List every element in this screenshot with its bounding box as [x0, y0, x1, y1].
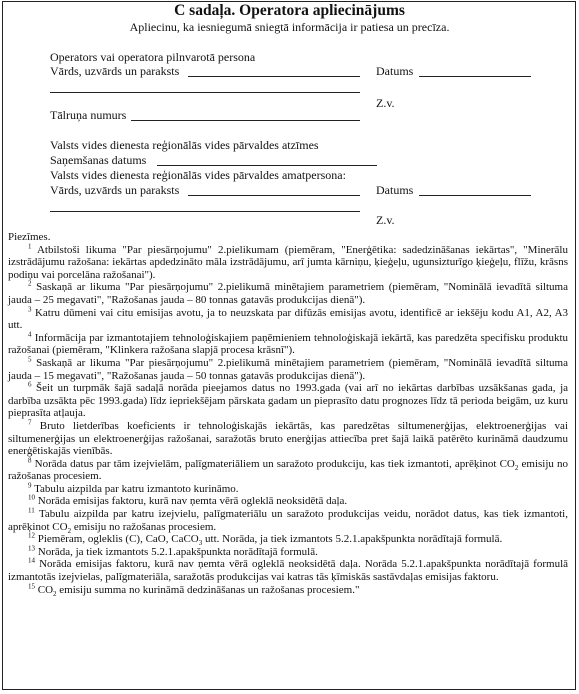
operator-stamp-label: Z.v.	[376, 96, 395, 110]
footnote-8	[8, 458, 568, 483]
footnote-6	[8, 382, 568, 420]
footnote-4	[8, 332, 568, 357]
footnote-text: Informācija par izmantotajiem tehnoloģiskajiem paņēmieniem tehnoloģiskajā iekārtā, kas paredzēta specifisku produktu ražošanai (piemēram, "Klinkera ražošana slapjā procesa krāsnī").	[8, 331, 569, 357]
footnote-text-tail: emisiju no ražošanas procesiem.	[8, 457, 569, 483]
authority-name-label: Vārds, uzvārds un paraksts	[50, 183, 180, 197]
footnote-lead: CO	[37, 583, 54, 596]
footnote-number: 11	[28, 506, 35, 515]
footnote-number: 10	[28, 493, 35, 502]
footnote-10	[8, 495, 568, 508]
authority-received-label: Saņemšanas datums	[50, 153, 147, 167]
footnote-2	[8, 281, 568, 306]
section-title: C sadaļa. Operatora apliecinājums	[174, 2, 405, 19]
footnote-text: Piemēram, ogleklis (C), CaO, CaCO	[37, 533, 199, 546]
section-subtitle: Apliecinu, ka iesniegumā sniegtā informācija ir patiesa un precīza.	[129, 20, 450, 34]
authority-date-label: Datums	[376, 183, 414, 197]
authority-heading: Valsts vides dienesta reģionālās vides pārvaldes atzīmes	[50, 138, 319, 152]
footnote-number: 13	[28, 544, 35, 553]
authority-extra-line[interactable]	[50, 211, 360, 212]
footnote-text: Norāda emisijas faktoru, kurā nav ņemta vērā ogleklā neoksidētā daļa. Norāda 5.2.1.apakšpunkta norādītajā formulā izmantotās izejvielas, palīgmateriāla, saražotās produkcijas vai katras tās ķīmiskās sastāvdaļas emisijas faktoru.	[8, 558, 569, 584]
operator-signature-line[interactable]	[188, 76, 360, 77]
footnote-number: 5	[28, 355, 32, 364]
authority-official-heading: Valsts vides dienesta reģionālās vides pārvaldes amatpersona:	[50, 168, 346, 182]
footnote-15	[8, 581, 568, 598]
footnote-text-tail: emisiju no ražošanas procesiem.	[71, 520, 217, 533]
notes-list	[8, 241, 569, 598]
footnote-text: Bruto lietderības koeficients ir tehnoloģiskajās iekārtās, kas paredzētas siltumenerģijas, elektroenerģijas vai siltumenerģijas un elektroenerģijas ražošanai, saražotās bruto enerģijas attiecība pret šajā laikā patērēto kurināmā daudzumu enerģētiskajās vienībās.	[8, 419, 569, 458]
footnote-number: 15	[28, 581, 35, 590]
footnote-text: Katru dūmeni vai citu emisijas avotu, ja to neuzskata par difūzās emisijas avotu, identificē ar iekšēju kodu A1, A2, A3 utt.	[8, 306, 569, 332]
footnote-text-tail: utt. Norāda, ja tiek izmantots 5.2.1.apakšpunkta norādītajā formulā.	[202, 533, 503, 546]
footnote-number: 7	[28, 418, 32, 427]
notes-heading: Piezīmes.	[8, 231, 51, 243]
operator-heading: Operators vai operatora pilnvarotā persona	[50, 50, 256, 64]
footnote-number: 14	[28, 556, 35, 565]
footnote-subscript: 3	[198, 539, 203, 548]
operator-extra-line[interactable]	[50, 92, 360, 93]
authority-date-line[interactable]	[419, 195, 531, 196]
footnote-12	[8, 533, 568, 546]
footnote-number: 4	[28, 330, 32, 339]
operator-phone-line[interactable]	[131, 120, 360, 121]
operator-phone-label: Tālruņa numurs	[50, 108, 127, 122]
authority-stamp-label: Z.v.	[376, 213, 395, 227]
footnote-5	[8, 357, 568, 382]
authority-signature-line[interactable]	[188, 195, 360, 196]
footnote-13	[8, 546, 568, 559]
authority-received-line[interactable]	[157, 165, 377, 166]
footnote-14	[8, 558, 568, 583]
footnote-lead-subscript: 2	[53, 589, 57, 598]
footnote-text: Atbilstoši likuma "Par piesārņojumu" 2.pielikumam (piemēram, "Enerģētika: sadedzināšanas iekārtas", "Minerālu izstrādājumu ražošana: iekārtas apdedzināto māla izstrādājumu, arī jumta kārniņu, ķieģeļu, ugunsizturīgo ķieģeļu, flīžu, krāsns podiņu vai porcelāna ražošanai").	[8, 243, 568, 281]
footnote-text: Norāda emisijas faktoru, kurā nav ņemta vērā ogleklā neoksidētā daļa.	[37, 495, 348, 508]
footnote-number: 2	[28, 279, 32, 288]
operator-date-line[interactable]	[419, 76, 531, 77]
footnote-number: 1	[28, 241, 32, 250]
footnote-subscript: 2	[514, 463, 519, 472]
footnote-number: 8	[28, 456, 32, 465]
footnote-3	[8, 304, 569, 332]
footnote-1	[8, 241, 568, 282]
footnote-number: 12	[28, 531, 35, 540]
footnote-text: Saskaņā ar likuma "Par piesārņojumu" 2.pielikumā minētajiem parametriem (piemēram, "Nominālā ievadītā siltuma jauda – 15 megavati", "Ražošanas jauda – 50 tonnas gatavās produkcijas dienā").	[8, 356, 568, 382]
footnote-text: Tabulu aizpilda par katru izejvielu, palīgmateriālu un saražoto produkcijas veidu, norādot datus, kas tiek izmantoti, aprēķinot CO	[8, 508, 568, 533]
operator-date-label: Datums	[376, 64, 414, 78]
footnote-text: emisiju summa no kurināmā dedzināšanas un ražošanas procesiem."	[56, 583, 360, 596]
footnote-text: Saskaņā ar likuma "Par piesārņojumu" 2.pielikumā minētajiem parametriem (piemēram, "Nominālā ievadītā siltuma jauda – 25 megavati", "Ražošanas jauda – 80 tonnas gatavās produkcijas dienā").	[8, 281, 568, 306]
operator-name-label: Vārds, uzvārds un paraksts	[50, 64, 180, 78]
footnote-11	[8, 508, 568, 533]
footnote-text: Šeit un turpmāk šajā sadaļā norāda pieejamos datus no 1993.gada (vai arī no iekārtas darbības uzsākšanas gada, ja darbība uzsākta pēc 1993.gada) līdz iepriekšējam pārskata gadam un pieprasīto datu prognozes līdz tā perioda beigām, uz kuru pieprasīta atļauja.	[8, 382, 569, 420]
footnote-subscript: 2	[67, 526, 72, 535]
footnote-number: 6	[28, 380, 32, 389]
footnote-text: Tabulu aizpilda par katru izmantoto kurināmo.	[34, 482, 239, 495]
footnote-text: Norāda datus par tām izejvielām, palīgmateriāliem un saražoto produkciju, kas tiek izmantoti, aprēķinot CO	[34, 457, 515, 470]
footnote-number: 9	[28, 481, 32, 490]
footnote-9	[8, 483, 568, 496]
notes-section	[8, 231, 568, 596]
footnote-number: 3	[28, 304, 32, 313]
footnote-text: Norāda, ja tiek izmantots 5.2.1.apakšpunkta norādītajā formulā.	[37, 545, 318, 558]
footnote-7	[8, 420, 568, 458]
